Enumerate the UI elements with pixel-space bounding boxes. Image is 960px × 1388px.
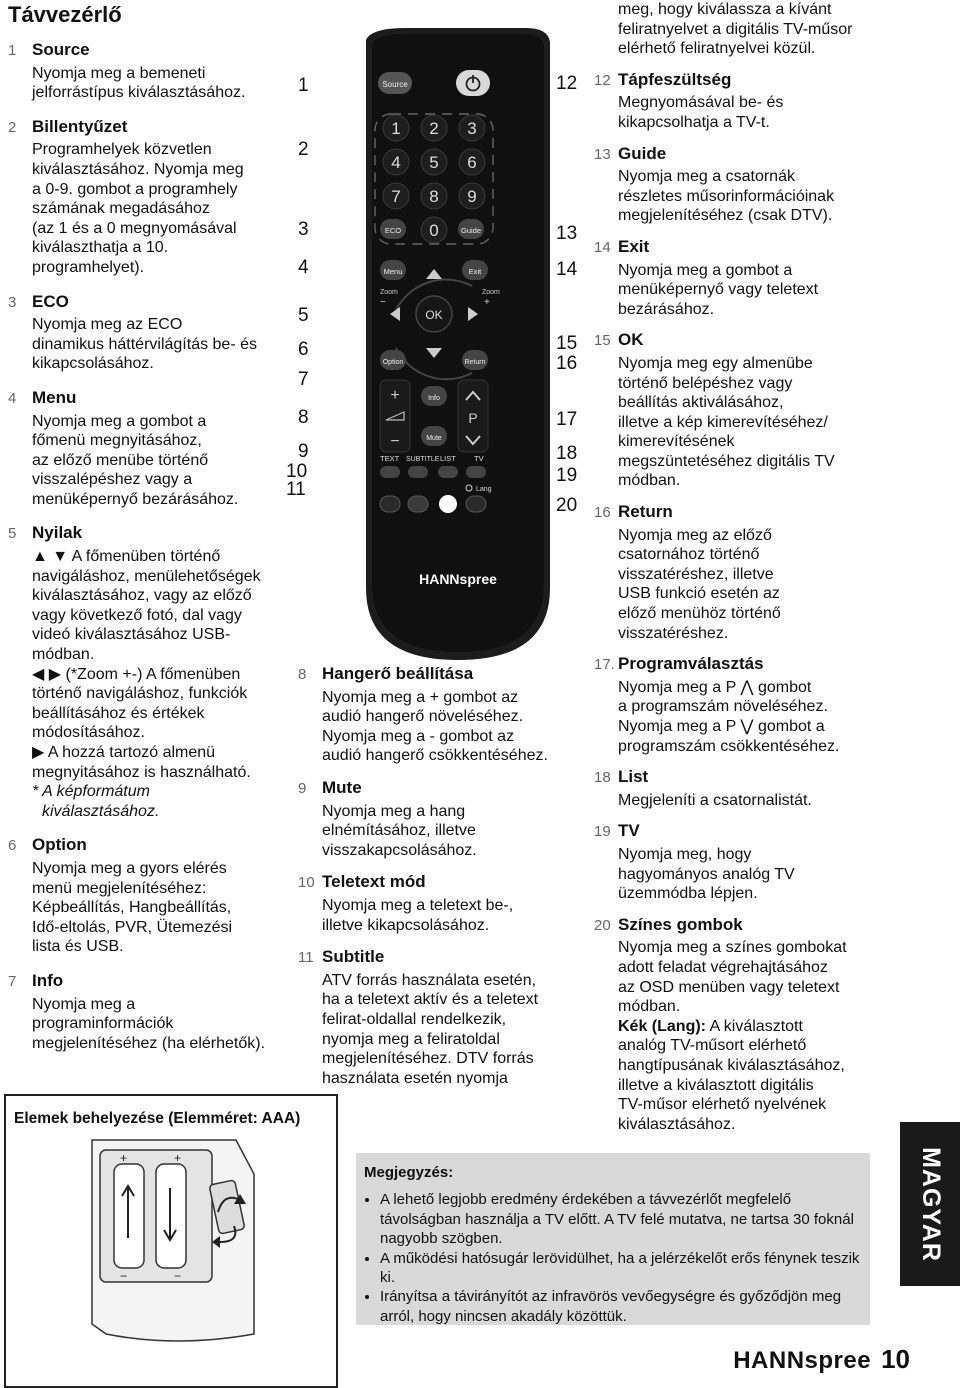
body-line: Nyomja meg egy almenübe [618, 354, 813, 372]
power-button [456, 70, 490, 96]
body-line: menüképernyő vagy teletext [618, 281, 819, 299]
digit-button-4 [383, 149, 409, 175]
middle-column [298, 664, 590, 1088]
svg-text:−: − [390, 433, 400, 450]
remote-brand-logo: HANNspree [419, 571, 497, 587]
body-line: analóg TV-műsort elérhető [618, 1037, 807, 1055]
section-18 [594, 767, 894, 810]
section-title: OK [618, 330, 644, 350]
body-line: Idő-eltolás, PVR, Ütemezési [32, 918, 233, 936]
footnote-line: kiválasztásához. [42, 802, 160, 820]
callout-number: 13 [556, 223, 578, 244]
section-body [594, 791, 894, 811]
section-title: Option [32, 835, 87, 855]
body-line: használata esetén nyomja [322, 1069, 508, 1087]
section-title: Billentyűzet [32, 116, 128, 136]
body-line: menüképernyő bezárásához. [32, 490, 239, 508]
body-line: bezárásához. [618, 300, 715, 318]
section-header [8, 117, 298, 138]
body-line: visszakapcsolásához. [322, 841, 477, 859]
svg-text:6: 6 [467, 153, 477, 172]
section-title: Guide [618, 143, 667, 163]
callout-number: 6 [298, 339, 309, 360]
digit-button-7 [383, 183, 409, 209]
right-continuation [594, 0, 894, 59]
body-line: illetve a kiválasztott digitális [618, 1076, 814, 1094]
body-line: USB funkció esetén az [618, 585, 780, 603]
section-header [298, 664, 590, 685]
digit-button-0 [421, 217, 447, 243]
body-line: történő navigáláshoz, funkciók [32, 685, 248, 703]
section-header [298, 778, 590, 799]
callout-number: 5 [298, 305, 309, 326]
svg-text:Zoom: Zoom [380, 289, 398, 296]
body-line: részletes műsorinformációinak [618, 187, 835, 205]
body-line: módban. [32, 646, 95, 664]
battery-label: Elemek behelyezése (Elemméret: AAA) [14, 1110, 301, 1127]
section-4 [8, 388, 298, 510]
section-title: Tápfeszültség [618, 69, 732, 89]
body-line: ATV forrás használata esetén, [322, 971, 537, 989]
body-line: TV-műsor elérhető nyelvének [618, 1096, 827, 1114]
section-header [298, 872, 590, 893]
digit-button-3 [459, 115, 485, 141]
body-line: kikapcsolhatja a TV-t. [618, 113, 770, 131]
section-number: 12 [594, 71, 611, 89]
body-line: üzemmódba lépjen. [618, 885, 758, 903]
section-header [594, 915, 894, 936]
svg-text:5: 5 [429, 153, 439, 172]
callout-number: 16 [556, 353, 578, 374]
body-line: számának megadásához [32, 200, 210, 218]
digit-button-6 [459, 149, 485, 175]
body-line: a 0-9. gombot a programhely [32, 180, 238, 198]
body-line: kiválasztásához. [618, 1115, 736, 1133]
section-number: 1 [8, 42, 17, 59]
digit-button-9 [459, 183, 485, 209]
body-line: menü megjelenítéséhez: [32, 879, 207, 897]
section-body [298, 896, 590, 935]
body-line: illetve a kép kimerevítéséhez/ [618, 413, 828, 431]
volume-rocker [380, 380, 410, 452]
body-line: Nyomja meg a P ⋁ gombot a [618, 718, 825, 735]
digit-button-1 [383, 115, 409, 141]
body-line: programhelyet). [32, 258, 145, 276]
body-line: Nyomja meg a gombot a [618, 261, 793, 279]
section-body [594, 261, 894, 320]
callout-number: 4 [298, 257, 309, 278]
body-line: Nyomja meg a gyors elérés [32, 859, 227, 877]
section-title: Exit [618, 236, 650, 256]
section-2 [8, 117, 298, 278]
digit-button-8 [421, 183, 447, 209]
section-20 [594, 915, 894, 1135]
eco-button [380, 219, 406, 239]
svg-text:−: − [120, 1269, 128, 1283]
body-line: hangtípusának kiválasztásához, [618, 1056, 845, 1074]
body-line: nyomja meg a feliratoldal [322, 1030, 500, 1048]
section-number: 14 [594, 238, 611, 256]
body-line: programszám csökkentéséhez. [618, 737, 840, 755]
section-body [8, 315, 298, 374]
section-body [594, 354, 894, 491]
section-17 [594, 654, 894, 756]
section-1 [8, 40, 298, 103]
section-3 [8, 292, 298, 374]
svg-text:+: + [390, 387, 400, 404]
svg-text:3: 3 [467, 119, 477, 138]
section-15 [594, 330, 894, 491]
section-header [8, 292, 298, 313]
body-line: ▲ ▼ A főmenüben történő [32, 548, 221, 566]
body-line: illetve kikapcsolásához. [322, 916, 490, 934]
body-line: feliratnyelvet a digitális TV-műsor [618, 20, 853, 38]
body-line: kiválaszthatja a 10. [32, 239, 169, 257]
body-line: lista és USB. [32, 938, 124, 956]
svg-text:Guide: Guide [460, 226, 482, 235]
section-number: 3 [8, 293, 17, 311]
note-item: • A működési hatósugár lerövidülhet, ha a jelérzékelőt erős fénynek teszik ki. [380, 1249, 860, 1288]
callout-number: 9 [298, 441, 309, 462]
body-line: főmenü megnyitásához, [32, 432, 202, 450]
section-number: 5 [8, 525, 17, 543]
section-number: 8 [298, 666, 307, 683]
callout-number: 8 [298, 407, 309, 428]
section-13 [594, 144, 894, 226]
body-line: kimerevítésének [618, 433, 735, 451]
svg-text:Return: Return [464, 359, 486, 366]
section-body [8, 547, 298, 821]
callout-number: 20 [556, 495, 578, 516]
section-header [594, 767, 894, 788]
section-7 [8, 971, 298, 1053]
footer-brand-logo: HANNspree [733, 1347, 872, 1374]
body-line: audió hangerő növeléséhez. [322, 708, 524, 726]
section-header [594, 654, 894, 675]
body-line: megjelenítéséhez. DTV forrás [322, 1050, 534, 1068]
body-line: dinamikus háttérvilágítás be- és [32, 335, 257, 353]
svg-text:Info: Info [428, 395, 440, 402]
section-number: 19 [594, 823, 611, 841]
body-line: ha a teletext aktív és a teletext [322, 991, 539, 1009]
body-line: vagy következő fotó, dal vagy [32, 606, 242, 624]
svg-text:4: 4 [391, 153, 401, 172]
callout-number: 12 [556, 73, 578, 94]
section-9 [298, 778, 590, 860]
section-body [298, 688, 590, 766]
language-side-tab [900, 1122, 960, 1286]
body-line: elnémításához, illetve [322, 822, 476, 840]
section-5 [8, 523, 298, 821]
digit-button-5 [421, 149, 447, 175]
section-body [594, 93, 894, 132]
section-title: Programválasztás [618, 654, 764, 674]
body-line: Nyomja meg, hogy [618, 845, 752, 863]
section-body [8, 412, 298, 510]
remote-svg [286, 28, 596, 660]
body-line: történő belépéshez vagy [618, 374, 793, 392]
body-line: Nyomja meg a színes gombokat [618, 939, 847, 957]
section-header [8, 388, 298, 409]
body-line: visszatéréshez. [618, 624, 729, 642]
section-title: Mute [322, 777, 362, 797]
body-line: beállításához és értékek [32, 704, 205, 722]
section-title: Source [32, 40, 90, 59]
callout-number: 7 [298, 369, 309, 390]
svg-text:8: 8 [429, 187, 439, 206]
section-title: Nyilak [32, 523, 83, 543]
body-line: Nyomja meg az ECO [32, 316, 183, 334]
section-title: Subtitle [322, 947, 385, 967]
page-title: Távvezérlő [8, 2, 122, 27]
callout-number: 18 [556, 443, 578, 464]
body-line: Megjeleníti a csatornalistát. [618, 791, 812, 809]
section-header [298, 947, 590, 968]
section-10 [298, 872, 590, 935]
body-line: Képbeállítás, Hangbeállítás, [32, 899, 232, 917]
svg-text:SUBTITLE: SUBTITLE [406, 456, 440, 463]
body-line: audió hangerő csökkentéséhez. [322, 747, 548, 765]
body-line: módban. [618, 998, 681, 1016]
section-body [594, 526, 894, 644]
return-button [462, 350, 488, 370]
language-tab-label: MAGYAR [916, 1146, 945, 1262]
callout-number: 3 [298, 219, 309, 240]
section-body [298, 971, 590, 1089]
body-line: ◀ ▶ (*Zoom +-) A főmenüben [32, 665, 241, 683]
callout-number: 14 [556, 259, 578, 280]
callout-number: 2 [298, 139, 309, 160]
guide-button [458, 219, 484, 239]
section-body [594, 678, 894, 756]
section-title: Hangerő beállítása [322, 664, 474, 683]
section-number: 15 [594, 332, 611, 350]
svg-text:Mute: Mute [426, 435, 442, 442]
svg-text:P: P [468, 410, 478, 426]
program-rocker [458, 380, 488, 452]
body-line: visszatéréshez, illetve [618, 565, 774, 583]
body-line: videó kiválasztásához USB- [32, 626, 231, 644]
body-line: beállítás aktiválásához, [618, 394, 784, 412]
section-body [594, 938, 894, 1134]
left-column [8, 40, 298, 1053]
section-19 [594, 821, 894, 903]
svg-text:1: 1 [391, 119, 401, 138]
section-number: 7 [8, 972, 17, 990]
body-line: módban. [618, 472, 681, 490]
section-title: Menu [32, 387, 77, 407]
section-number: 4 [8, 389, 17, 407]
section-16 [594, 502, 894, 643]
mute-button [421, 426, 447, 446]
section-11 [298, 947, 590, 1088]
page-footer [733, 1344, 910, 1375]
body-line: módosításához. [32, 724, 145, 742]
section-body [8, 859, 298, 957]
section-title: Teletext mód [322, 872, 426, 892]
section-header [8, 971, 298, 992]
body-line: az OSD menüben vagy teletext [618, 978, 840, 996]
body-line: Nyomja meg a gombot a [32, 412, 207, 430]
callout-number: 19 [556, 465, 578, 486]
body-line: az előző menübe történő [32, 451, 209, 469]
section-number: 11 [298, 949, 314, 967]
body-line: kiválasztásához. Nyomja meg [32, 160, 244, 178]
section-number: 17. [594, 656, 615, 674]
body-line: megszüntetéséhez digitális TV [618, 452, 835, 470]
body-line: A kiválasztott [709, 1017, 803, 1035]
body-line: Nyomja meg a P ⋀ gombot [618, 678, 812, 696]
body-line: Nyomja meg a csatornák [618, 168, 795, 186]
section-title: List [618, 767, 649, 787]
svg-text:9: 9 [467, 187, 477, 206]
note-heading: Megjegyzés: [364, 1164, 454, 1181]
section-header [8, 40, 298, 61]
note-list [356, 1190, 870, 1326]
note-item: • Irányítsa a távirányítót az infravörös vevőegységre és győződjön meg arról, hogy nincsen akadály közöttük. [380, 1287, 860, 1326]
body-line: Nyomja meg a - gombot az [322, 727, 515, 745]
callout-number: 10 [286, 461, 308, 482]
option-button [380, 350, 406, 370]
svg-text:+: + [484, 297, 490, 308]
section-number: 13 [594, 145, 611, 163]
section-number: 10 [298, 874, 315, 892]
body-line: felirat-oldallal rendelkezik, [322, 1010, 507, 1028]
body-line: megnyitásához is használható. [32, 763, 251, 781]
callout-number: 1 [298, 75, 309, 96]
body-line: Programhelyek közvetlen [32, 141, 212, 159]
right-column [594, 0, 894, 1134]
source-button [378, 72, 412, 94]
section-header [594, 502, 894, 523]
section-body [8, 64, 298, 103]
body-line: Megnyomásával be- és [618, 94, 784, 112]
section-number: 6 [8, 837, 17, 855]
svg-text:Lang: Lang [476, 486, 492, 493]
section-14 [594, 237, 894, 319]
section-header [594, 237, 894, 258]
section-header [594, 821, 894, 842]
body-line: megjelenítéséhez (ha elérhetők). [32, 1034, 266, 1052]
body-line: jelforrástípus kiválasztásához. [32, 84, 246, 102]
body-line: ▶ A hozzá tartozó almenü [32, 744, 216, 761]
body-line: hagyományos analóg TV [618, 865, 795, 883]
svg-text:7: 7 [391, 187, 401, 206]
section-body [298, 802, 590, 861]
remote-illustration [286, 28, 596, 660]
svg-text:+: + [120, 1151, 128, 1165]
svg-text:2: 2 [429, 119, 439, 138]
svg-text:Menu: Menu [383, 267, 403, 276]
svg-text:ECO: ECO [384, 226, 402, 235]
body-line: kiválasztásához, vagy az előző [32, 587, 252, 605]
svg-text:+: + [174, 1151, 182, 1165]
body-line: elérhető feliratnyelvei közül. [618, 40, 816, 58]
section-header [594, 330, 894, 351]
section-title: ECO [32, 291, 69, 311]
svg-text:TEXT: TEXT [380, 454, 400, 463]
body-line: Nyomja meg a teletext be-, [322, 896, 514, 914]
body-line: kikapcsolásához. [32, 355, 154, 373]
color-key-label: Kék (Lang): [618, 1017, 706, 1035]
body-line: Nyomja meg a + gombot az [322, 688, 519, 706]
section-body [594, 845, 894, 904]
body-line: megjelenítéséhez (csak DTV). [618, 207, 833, 225]
svg-text:0: 0 [429, 221, 439, 240]
callout-number: 15 [556, 333, 578, 354]
section-number: 9 [298, 779, 307, 797]
body-line: előző menühöz történő [618, 605, 781, 623]
callout-number: 17 [556, 409, 578, 430]
section-header [8, 835, 298, 856]
section-body [8, 140, 298, 277]
section-title: TV [618, 821, 640, 841]
body-line: Nyomja meg a hang [322, 802, 466, 820]
battery-installation-box [4, 1094, 338, 1388]
body-line: visszalépéshez vagy a [32, 471, 193, 489]
section-number: 2 [8, 118, 17, 136]
section-6 [8, 835, 298, 957]
body-line: Nyomja meg a [32, 995, 136, 1013]
section-header [8, 523, 298, 544]
body-line: (az 1 és a 0 megnyomásával [32, 219, 237, 237]
exit-button [462, 260, 488, 280]
svg-text:TV: TV [474, 454, 484, 463]
svg-text:Exit: Exit [468, 267, 482, 276]
section-number: 16 [594, 504, 611, 522]
note-item: • A lehető legjobb eredmény érdekében a távvezérlőt megfelelő távolságban használja a TV előtt. A TV felé mutatva, ne tartsa 30 foknál nagyobb szögben. [380, 1190, 860, 1248]
section-number: 20 [594, 916, 611, 934]
callout-number: 11 [286, 479, 306, 500]
section-8 [298, 664, 590, 766]
menu-button [380, 260, 406, 280]
info-button [421, 386, 447, 406]
svg-text:−: − [174, 1269, 182, 1283]
note-box [356, 1153, 870, 1325]
svg-text:LIST: LIST [440, 454, 456, 463]
page-number: 10 [881, 1344, 910, 1374]
section-title: Return [618, 502, 673, 522]
body-line: adott feladat végrehajtásához [618, 958, 828, 976]
section-title: Színes gombok [618, 914, 743, 934]
body-line: Nyomja meg a bemeneti [32, 64, 206, 82]
svg-text:OK: OK [425, 308, 443, 322]
body-line: Nyomja meg az előző [618, 526, 772, 544]
svg-text:Option: Option [382, 359, 404, 366]
body-line: navigáláshoz, menülehetőségek [32, 567, 261, 585]
section-number: 18 [594, 769, 611, 787]
body-line: programinformációk [32, 1015, 174, 1033]
svg-text:Zoom: Zoom [482, 289, 500, 296]
section-header [594, 144, 894, 165]
section-body [594, 167, 894, 226]
body-line: csatornához történő [618, 546, 760, 564]
section-body [8, 995, 298, 1054]
section-header [594, 70, 894, 91]
section-title: Info [32, 970, 64, 990]
digit-button-2 [421, 115, 447, 141]
svg-text:−: − [380, 297, 386, 308]
section-12 [594, 70, 894, 133]
body-line: a programszám növeléséhez. [618, 698, 828, 716]
battery-illustration [6, 1134, 326, 1354]
footnote-line: * A képformátum [32, 783, 150, 801]
svg-text:Source: Source [382, 80, 408, 89]
body-line: meg, hogy kiválassza a kívánt [618, 1, 832, 18]
